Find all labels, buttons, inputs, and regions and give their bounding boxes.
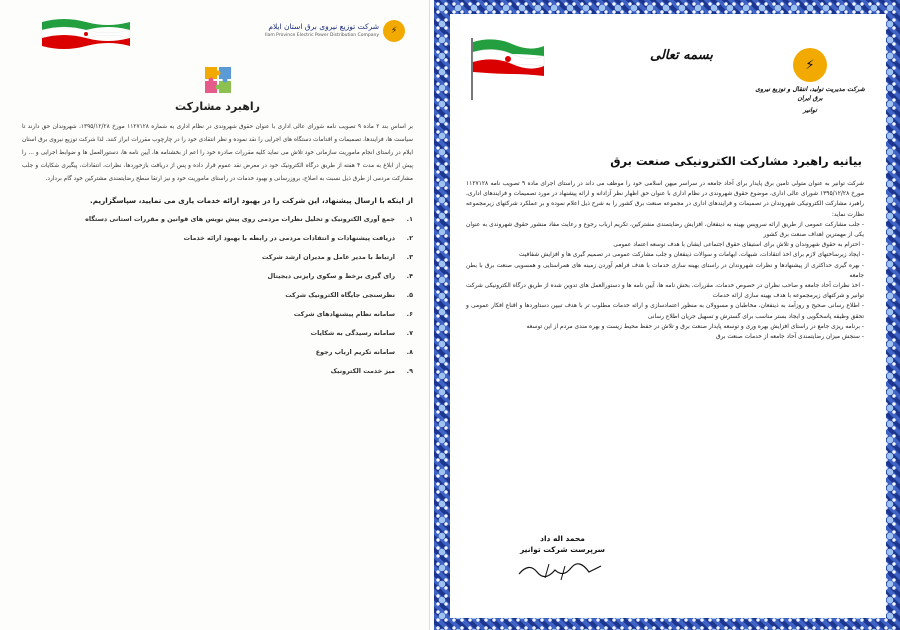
left-intro-paragraph: بر اساس بند ۲ ماده ۹ تصویب نامه شورای عالی اداری با عنوان حقوق شهروندی در نظام اداری به شماره ۱۱۲۷۱۲۸ مورخ ۱۳۹۵/۱۲/۲۸، شهروندان حق دارند تا سیاست ها، فرایندها، تصمیمات و اقدامات دستگاه های اجرایی را نقد نموده و نظر انتقادی خود را در چارچوب مقررات ابراز کنند. لذا شرکت توزیع نیروی برق استان ایلام در راستای انجام ماموریت سازمانی خود تلاش می نماید کلیه مقررات صادره خود را اعم از بخشنامه ها، آیین نامه ها، دستورالعمل ها و ضوابط اجرایی و ... را پیش از ابلاغ به مدت ۴ هفته از طریق درگاه الکترونیک خود در معرض نقد عموم قرار داده و پس از دریافت بازخوردها، نظرات، انتقادات، پیگیری شکایات و جلب مشارکت مردمی از طرق ذیل نسبت به اصلاح، بروزرسانی و بهبود خدمات در راستای ماموریت خود و نیز ارتقا سطح رضایتمندی مشترکین خود گام بردارد.: [22, 124, 414, 182]
list-item-text: سامانه نظام پیشنهادهای شرکت: [293, 310, 395, 318]
left-call-to-action: از اینکه با ارسال پیشنهاد، این شرکت را در بهبود ارائه خدمات یاری می نمایید، سپاسگزاریم.: [90, 196, 413, 205]
list-item-number: ۶.: [406, 310, 413, 318]
besmellah-header: بسمه تعالی: [650, 48, 713, 63]
list-item-text: سامانه تکریم ارباب رجوع: [315, 348, 395, 356]
list-item-number: ۹.: [406, 367, 413, 375]
left-company-name: شرکت توزیع نیروی برق استان ایلام: [268, 22, 379, 31]
list-item-text: جمع آوری الکترونیک و تحلیل نظرات مردمی روی پیش نویس های قوانین و مقررات استانی دستگاه: [85, 215, 395, 223]
left-company-name-block: [265, 22, 379, 40]
right-document-body: [466, 179, 864, 342]
list-item-text: رای گیری برخط و سکوی رایزنی دیجیتال: [267, 272, 395, 280]
list-item-text: سامانه رسیدگی به شکایات: [310, 329, 395, 337]
list-item: [22, 232, 413, 251]
iran-flag-icon: [468, 36, 546, 100]
handwritten-signature-icon: [515, 558, 605, 582]
right-document: [450, 14, 886, 618]
list-item: [22, 365, 413, 384]
right-document-frame: [434, 0, 900, 630]
list-item: [22, 270, 413, 289]
body-paragraph: - بهره گیری حداکثری از پیشنهادها و نظرات شهروندان در راستای بهینه سازی خدمات با هدف فراهم آوردن زمینه های همراستایی و همسویی صنعت برق با بطن جامعه: [466, 262, 864, 279]
list-item-number: ۸.: [406, 348, 413, 356]
left-document-header: [22, 10, 413, 62]
right-document-title: بیانیه راهبرد مشارکت الکترونیکی صنعت برق: [610, 154, 862, 168]
body-paragraph: - ایجاد زیرساختهای لازم برای اخذ انتقادات، شبهات، ابهامات و سوالات ذینفعان و جلب مشارکت عمومی در تصمیم گیری ها و افزایش شفافیت: [519, 252, 864, 259]
body-paragraph: - جلب مشارکت عمومی از طریق ارائه سرویس بهینه به ذینفعان، افزایش رضایتمندی مشترکین، تکریم ارباب رجوع و رعایت مفاد منشور حقوق شهروندی به عنوان یکی از مهمترین اهداف صنعت برق کشور: [466, 221, 864, 239]
list-item-number: ۷.: [406, 329, 413, 337]
list-item: [22, 308, 413, 327]
right-company-short-name: توانیر: [803, 107, 817, 114]
body-paragraph: - احترام به حقوق شهروندان و تلاش برای استیفای حقوق اجتماعی ایشان با هدف توسعه اعتماد عمومی: [613, 242, 864, 249]
body-paragraph: - اطلاع رسانی صحیح و روزآمد به ذینفعان، مخاطبان و مسوولان به منظور اعتمادسازی و ارائه خدمات مطلوب تر با هدف تبیین دستاوردها و اقناع افکار عمومی و تحقق وظیفه پاسخگویی و ایجاد بستر مناسب برای گسترش و تسهیل جریان اطلاع رسانی: [466, 303, 864, 320]
participation-methods-list: [22, 213, 413, 384]
list-item-number: ۴.: [406, 272, 413, 280]
list-item: [22, 289, 413, 308]
list-item: [22, 346, 413, 365]
list-item-text: میز خدمت الکترونیک: [330, 367, 395, 375]
signature-block: [520, 534, 605, 582]
puzzle-icon: [204, 66, 232, 94]
left-document-title: راهبرد مشارکت: [174, 100, 261, 113]
signer-name: محمد اله داد: [540, 534, 585, 543]
list-item-number: ۱.: [406, 215, 413, 223]
body-paragraph: شرکت توانیر به عنوان متولی تامین برق پایدار برای آحاد جامعه در سراسر میهن اسلامی خود را موظف می داند در راستای اجرای ماده ۹ تصویب نامه ۱۱۲۷۱۲۸ مورخ ۱۳۹۵/۱۲/۲۸ شورای عالی اداری، موضوع حقوق شهروندی در نظام اداری با عنوان حق اظهار نظر آزادانه و ارائه پیشنهاد در مورد تصمیمات و فرایندهای اداری، راهبرد مشارکت الکترونیکی شهروندان در تصمیمات و فرایندهای اداری در مجموعه صنعت برق کشور را به شرح ذیل اعلام نموده و بر عملکرد شرکتهای زیرمجموعه نظارت نماید:: [466, 181, 864, 218]
right-company-name: شرکت مدیریت تولید، انتقال و توزیع نیروی برق ایران: [755, 86, 865, 102]
body-paragraph: - اخذ نظرات آحاد جامعه و صاحب نظران در خصوص خدمات، مقررات، بخش نامه ها، آیین نامه ها و دستورالعمل های تدوین شده از طریق درگاه الکترونیکی شرکت توانیر و شرکتهای زیرمجموعه با هدف بهینه سازی ارائه خدمات: [466, 283, 864, 300]
list-item-number: ۲.: [406, 234, 413, 242]
tavanir-logo-icon: ⚡: [793, 48, 827, 82]
body-paragraph: - سنجش میزان رضایتمندی آحاد جامعه از خدمات صنعت برق: [716, 334, 864, 341]
tavanir-logo-icon: ⚡: [383, 20, 405, 42]
signer-role: سرپرست شرکت توانیر: [520, 545, 606, 554]
list-item-number: ۳.: [406, 253, 413, 261]
list-item-text: دریافت پیشنهادات و انتقادات مردمی در رابطه با بهبود ارائه خدمات: [183, 234, 395, 242]
left-company-logo: [265, 20, 405, 42]
left-company-name-en: Ilam Province Electric Power Distribution Company: [265, 33, 379, 38]
body-paragraph: - برنامه ریزی جامع در راستای افزایش بهره وری و توسعه پایدار صنعت برق و تلاش در حفظ محیط زیست و بهره مندی مردم از این توسعه: [526, 323, 864, 330]
list-item-number: ۵.: [406, 291, 413, 299]
list-item-text: ارتباط با مدیر عامل و مدیران ارشد شرکت: [262, 253, 395, 261]
right-company-logo: [754, 48, 866, 115]
list-item: [22, 213, 413, 232]
list-item-text: نظرسنجی جایگاه الکترونیک شرکت: [285, 291, 395, 299]
list-item: [22, 251, 413, 270]
list-item: [22, 327, 413, 346]
left-document: [0, 0, 430, 630]
iran-flag-icon: [40, 16, 132, 52]
